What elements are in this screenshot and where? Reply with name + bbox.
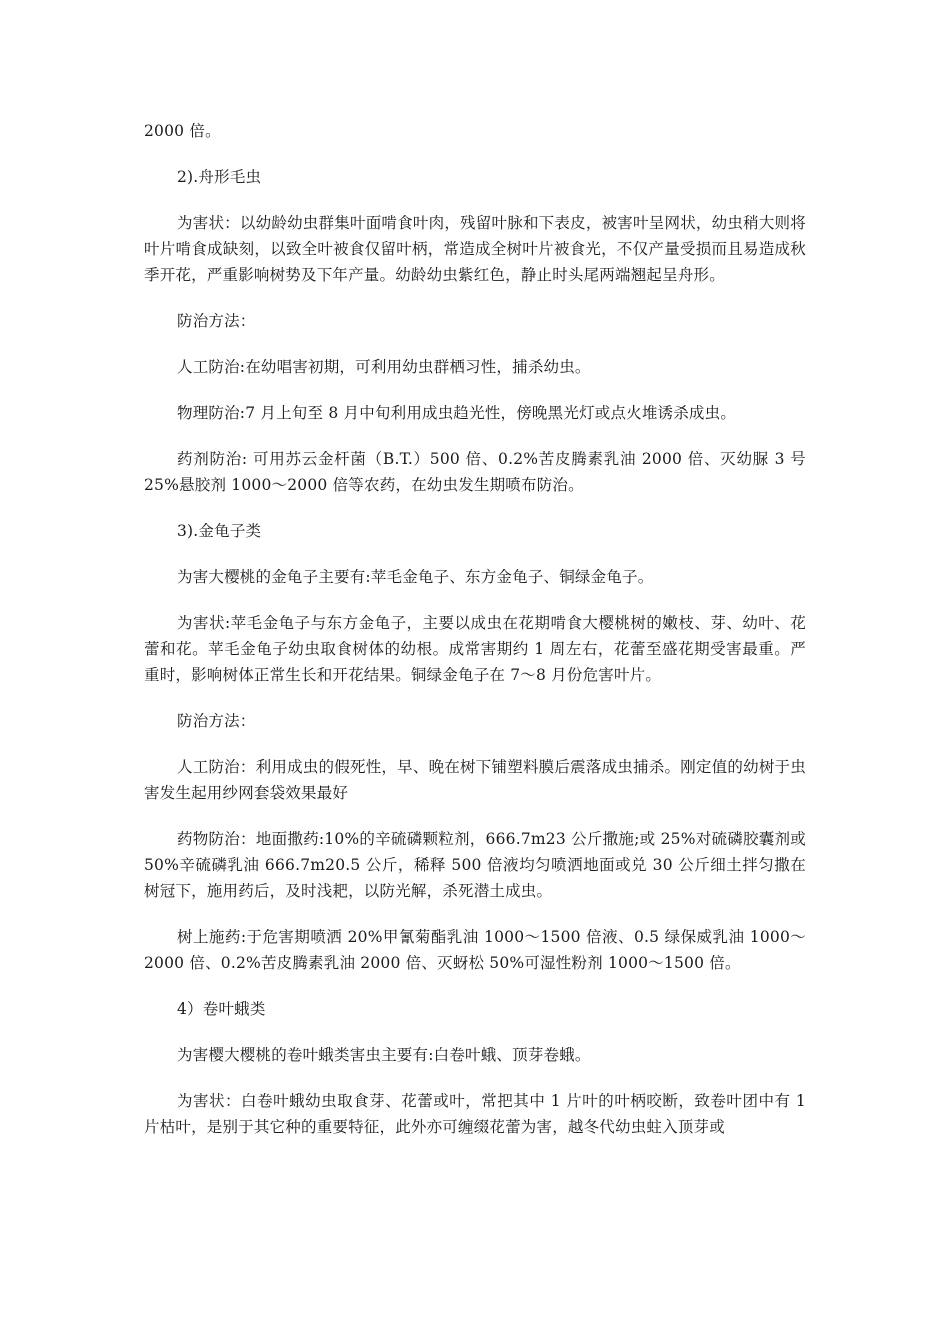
paragraph-chafer-damage: 为害状:苹毛金龟子与东方金龟子，主要以成虫在花期啃食大樱桃树的嫩枝、芽、幼叶、花蕾和花。苹毛金龟子幼虫取食树体的幼根。成常害期约 1 周左右，花蕾至盛花期受害最重。严重时，影响树体正常生长和开花结果。铜绿金龟子在 7～8 月份危害叶片。 — [144, 614, 806, 684]
paragraph-control-methods-heading: 防治方法： — [177, 312, 256, 330]
paragraph-tree-spraying: 树上施药:于危害期喷洒 20%甲氰菊酯乳油 1000～1500 倍液、0.5 绿保威乳油 1000～2000 倍、0.2%苦皮腾素乳油 2000 倍、灭蚜松 50%可湿性粉剂 1000～1500 倍。 — [144, 928, 806, 972]
paragraph-leaf-roller-damage: 为害状：白卷叶蛾幼虫取食芽、花蕾或叶，常把其中 1 片叶的叶柄咬断，致卷叶团中有 1 片枯叶，是别于其它种的重要特征，此外亦可缠缀花蕾为害，越冬代幼虫蛀入顶芽或 — [144, 1092, 806, 1136]
paragraph-control-methods-heading-2: 防治方法： — [177, 712, 256, 730]
paragraph-physical-control: 物理防治:7 月上旬至 8 月中旬利用成虫趋光性，傍晚黑光灯或点火堆诱杀成虫。 — [177, 404, 737, 422]
paragraph-chafer-species: 为害大樱桃的金龟子主要有:苹毛金龟子、东方金龟子、铜绿金龟子。 — [177, 568, 654, 586]
paragraph-leaf-roller-species: 为害樱大樱桃的卷叶蛾类害虫主要有:白卷叶蛾、顶芽卷蛾。 — [177, 1046, 591, 1064]
paragraph-manual-control-2: 人工防治：利用成虫的假死性，早、晚在树下铺塑料膜后震落成虫捕杀。刚定值的幼树于虫害发生起用纱网套袋效果最好 — [144, 758, 806, 802]
paragraph-ground-treatment: 药物防治：地面撒药:10%的辛硫磷颗粒剂，666.7m23 公斤撒施;或 25%对硫磷胶囊剂或 50%辛硫磷乳油 666.7m20.5 公斤，稀释 500 倍液均匀喷洒地面或兑 30 公斤细土拌匀撒在树冠下，施用药后，及时浅耙，以防光解，杀死潜土成虫。 — [144, 830, 806, 900]
document-page — [144, 118, 806, 1160]
section-heading-boat-caterpillar: 2).舟形毛虫 — [177, 168, 262, 186]
paragraph-continuation: 2000 倍。 — [144, 122, 221, 140]
section-heading-chafer-beetles: 3).金龟子类 — [177, 522, 262, 540]
paragraph-manual-control: 人工防治:在幼唱害初期，可利用幼虫群栖习性，捕杀幼虫。 — [177, 358, 591, 376]
paragraph-damage-symptoms: 为害状：以幼龄幼虫群集叶面啃食叶肉，残留叶脉和下表皮，被害叶呈网状，幼虫稍大则将叶片啃食成缺刻，以致全叶被食仅留叶柄，常造成全树叶片被食光，不仅产量受损而且易造成秋季开花，严重影响树势及下年产量。幼龄幼虫紫红色，静止时头尾两端翘起呈舟形。 — [144, 214, 806, 284]
section-heading-leaf-rollers: 4）卷叶蛾类 — [177, 1000, 266, 1018]
paragraph-chemical-control: 药剂防治: 可用苏云金杆菌（B.T.）500 倍、0.2%苦皮腾素乳油 2000 倍、灭幼脲 3 号 25%悬胶剂 1000～2000 倍等农药，在幼虫发生期喷布防治。 — [144, 450, 806, 494]
